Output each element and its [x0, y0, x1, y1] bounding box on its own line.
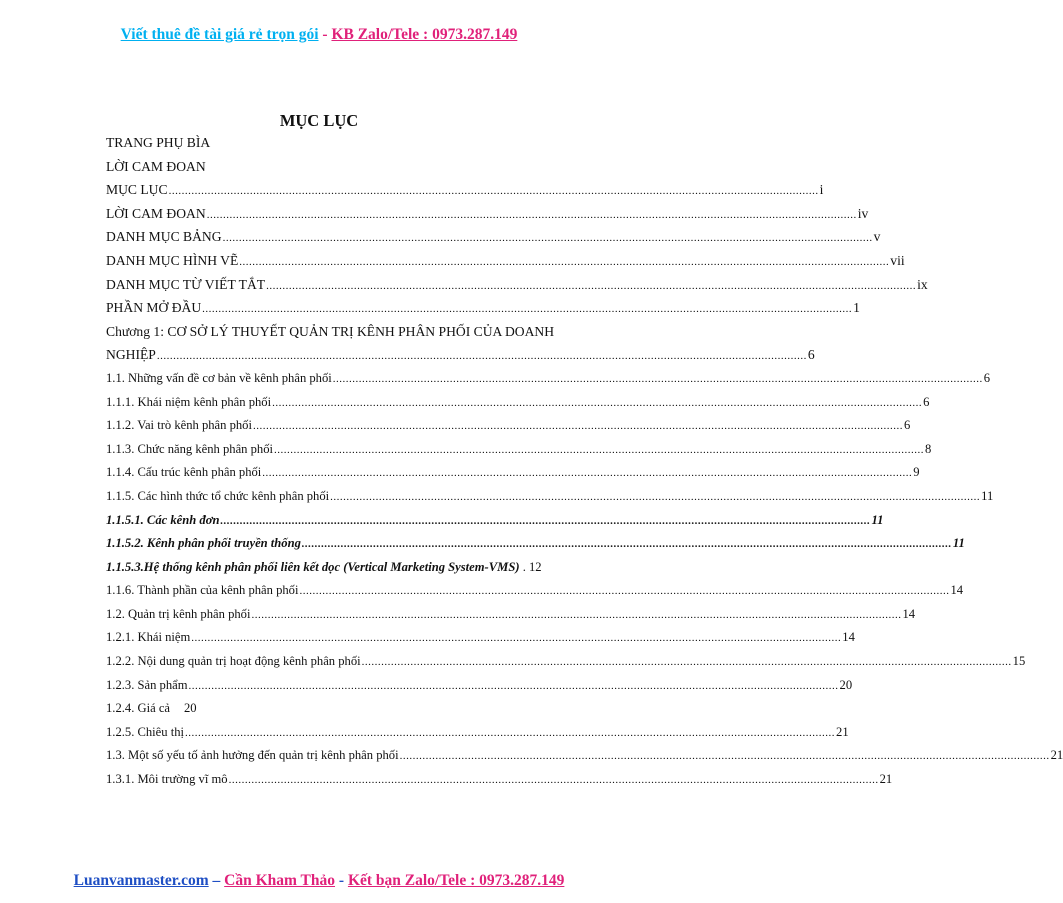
footer-site-link[interactable]: Luanvanmaster.com	[73, 872, 209, 889]
toc-leader-dots: ........................................................................................................................................................................................................	[332, 372, 983, 385]
toc-entry[interactable]	[106, 273, 928, 297]
toc-entry-page: 6	[983, 370, 991, 385]
toc-entry-label: 1.1. Những vấn đề cơ bản về kênh phân phối	[106, 370, 332, 385]
toc-entry-page: i	[819, 182, 824, 198]
footer-author-link[interactable]: Cần Kham Thảo	[224, 872, 336, 889]
toc-leader-dots: ........................................................................................................................................................................................................	[202, 303, 853, 316]
toc-entry-label: 1.1.2. Vai trò kênh phân phối	[106, 418, 252, 433]
toc-entry-page: 21	[1050, 748, 1063, 763]
toc-entry-label: 1.2. Quản trị kênh phân phối	[106, 606, 251, 621]
toc-leader-dots: ........................................................................................................................................................................................................	[299, 585, 950, 598]
toc-entry-page: 14	[842, 630, 855, 645]
toc-entry-page: 8	[925, 441, 932, 456]
toc-entry-page: 1	[853, 300, 860, 316]
toc-chapter-heading[interactable]: Chương 1: CƠ SỞ LÝ THUYẾT QUẢN TRỊ KÊNH PHÂN PHỐI CỦA DOANH	[106, 323, 555, 339]
toc-leader-dots: ........................................................................................................................................................................................................	[301, 538, 952, 551]
toc-entry-label: LỜI CAM ĐOAN	[106, 205, 206, 221]
toc-leader-dots: ........................................................................................................................................................................................................	[228, 774, 879, 787]
toc-entry[interactable]	[106, 650, 1026, 674]
toc-entry-label: DANH MỤC BẢNG	[106, 229, 222, 245]
toc-entry-page: iv	[857, 205, 869, 221]
table-of-contents	[106, 131, 1063, 792]
toc-entry-page: 20	[184, 701, 197, 716]
toc-entry-label: 1.3. Một số yếu tố ảnh hưởng đến quản trị kênh phân phối	[106, 748, 399, 763]
toc-entry[interactable]	[106, 721, 849, 745]
toc-entry-page: 14	[950, 583, 964, 598]
toc-entry-page: 21	[836, 724, 849, 739]
toc-entry-label: 1.1.1. Khái niệm kênh phân phối	[106, 394, 272, 409]
toc-entry-page: 11	[871, 512, 884, 527]
toc-entry-label: MỤC LỤC	[106, 182, 168, 198]
toc-entry-label: 1.1.5.2. Kênh phân phối truyền thống	[106, 536, 301, 551]
toc-entry[interactable]	[106, 461, 920, 485]
toc-entry-label: DANH MỤC HÌNH VẼ	[106, 252, 239, 268]
toc-entry-label: 1.2.3. Sản phẩm	[106, 677, 188, 692]
toc-entry[interactable]	[106, 556, 576, 580]
toc-leader-dots: ........................................................................................................................................................................................................	[239, 255, 890, 268]
toc-entry-page: 6	[903, 418, 911, 433]
toc-leader-dots: ........................................................................................................................................................................................................	[272, 396, 923, 409]
toc-entry-label: 1.2.4. Giá cả	[106, 701, 170, 716]
footer-contact-link[interactable]: Kết bạn Zalo/Tele : 0973.287.149	[347, 872, 565, 889]
toc-entry-label: 1.2.2. Nội dung quản trị hoạt động kênh phân phối	[106, 654, 361, 669]
toc-entry[interactable]	[106, 391, 930, 415]
toc-entry-label: 1.1.4. Cấu trúc kênh phân phối	[106, 465, 262, 480]
toc-entry-page: . 12	[522, 559, 542, 574]
toc-leader-dots: ........................................................................................................................................................................................................	[220, 514, 871, 527]
toc-entry-page: 15	[1012, 654, 1026, 669]
toc-entry[interactable]	[106, 414, 911, 438]
toc-leader-dots: ........................................................................................................................................................................................................	[185, 726, 836, 739]
toc-entry[interactable]	[106, 626, 855, 650]
toc-entry-page: v	[873, 229, 881, 245]
toc-entry[interactable]	[106, 296, 860, 320]
toc-entry-label: 1.3.1. Môi trường vĩ mô	[106, 772, 228, 787]
toc-entry-page: 9	[913, 465, 920, 480]
toc-leader-dots: ........................................................................................................................................................................................................	[188, 679, 839, 692]
toc-entry[interactable]	[106, 225, 881, 249]
header-banner	[0, 26, 638, 44]
toc-entry-label: 1.1.3. Chức năng kênh phân phối	[106, 441, 274, 456]
toc-leader-dots: ........................................................................................................................................................................................................	[156, 350, 807, 363]
toc-entry-label: 1.1.5.1. Các kênh đơn	[106, 512, 220, 527]
toc-entry[interactable]	[106, 178, 824, 202]
toc-leader-dots: ........................................................................................................................................................................................................	[191, 632, 842, 645]
toc-entry-label: PHẦN MỞ ĐẦU	[106, 300, 202, 316]
toc-entry[interactable]	[106, 674, 853, 698]
footer-separator: -	[335, 872, 348, 889]
toc-entry-page: 11	[981, 488, 994, 503]
toc-entry-page: 21	[879, 772, 893, 787]
toc-entry[interactable]	[106, 485, 994, 509]
toc-entry[interactable]	[106, 603, 916, 627]
toc-entry-label: 1.1.5. Các hình thức tổ chức kênh phân phối	[106, 488, 330, 503]
toc-leader-dots: ........................................................................................................................................................................................................	[168, 185, 819, 198]
toc-leader-dots: ........................................................................................................................................................................................................	[251, 608, 902, 621]
toc-entry[interactable]	[106, 509, 884, 533]
toc-entry-label: NGHIỆP	[106, 347, 156, 363]
toc-entry[interactable]	[106, 744, 1063, 768]
toc-entry-label: LỜI CAM ĐOAN	[106, 158, 206, 174]
toc-entry-page: 6	[923, 394, 930, 409]
footer-banner	[0, 872, 638, 890]
toc-entry[interactable]	[106, 202, 869, 226]
toc-entry-page: 20	[839, 677, 853, 692]
toc-entry[interactable]	[106, 249, 905, 273]
toc-title: MỤC LỤC	[279, 111, 359, 130]
toc-entry[interactable]	[106, 768, 893, 792]
header-contact-link[interactable]: KB Zalo/Tele : 0973.287.149	[331, 26, 518, 43]
toc-entry[interactable]	[106, 532, 965, 556]
footer-separator: –	[208, 872, 225, 889]
toc-leader-dots: ........................................................................................................................................................................................................	[330, 490, 981, 503]
toc-entry-label: DANH MỤC TỪ VIẾT TẮT	[106, 276, 266, 292]
toc-entry[interactable]	[106, 155, 576, 179]
toc-leader-dots: ........................................................................................................................................................................................................	[361, 656, 1012, 669]
toc-entry[interactable]	[106, 697, 576, 721]
toc-entry-label: 1.1.5.3.Hệ thống kênh phân phối liên kết dọc (Vertical Marketing System-VMS)	[106, 559, 520, 574]
toc-leader-dots: ........................................................................................................................................................................................................	[262, 467, 913, 480]
toc-entry-page: 11	[952, 536, 965, 551]
toc-entry[interactable]	[106, 367, 991, 391]
toc-leader-dots: ........................................................................................................................................................................................................	[274, 443, 925, 456]
toc-entry-page: 6	[807, 347, 815, 363]
toc-leader-dots: ........................................................................................................................................................................................................	[222, 232, 873, 245]
toc-entry-label: 1.2.5. Chiêu thị	[106, 724, 185, 739]
toc-entry[interactable]	[106, 343, 815, 367]
toc-entry[interactable]	[106, 579, 964, 603]
toc-entry-label: 1.2.1. Khái niệm	[106, 630, 191, 645]
toc-leader-dots: ........................................................................................................................................................................................................	[399, 750, 1050, 763]
toc-entry[interactable]	[106, 131, 576, 155]
header-separator: -	[318, 26, 332, 43]
toc-entry[interactable]	[106, 438, 932, 462]
toc-entry-label: 1.1.6. Thành phần của kênh phân phối	[106, 583, 299, 598]
toc-leader-dots: ........................................................................................................................................................................................................	[206, 208, 857, 221]
toc-leader-dots: ........................................................................................................................................................................................................	[252, 420, 903, 433]
toc-entry-label: TRANG PHỤ BÌA	[106, 135, 211, 150]
toc-entry-page: vii	[890, 252, 905, 268]
header-service-link[interactable]: Viết thuê đề tài giá rẻ trọn gói	[120, 26, 319, 43]
toc-leader-dots: ........................................................................................................................................................................................................	[266, 279, 917, 292]
toc-entry-page: 14	[902, 606, 916, 621]
toc-entry-page: ix	[917, 276, 928, 292]
